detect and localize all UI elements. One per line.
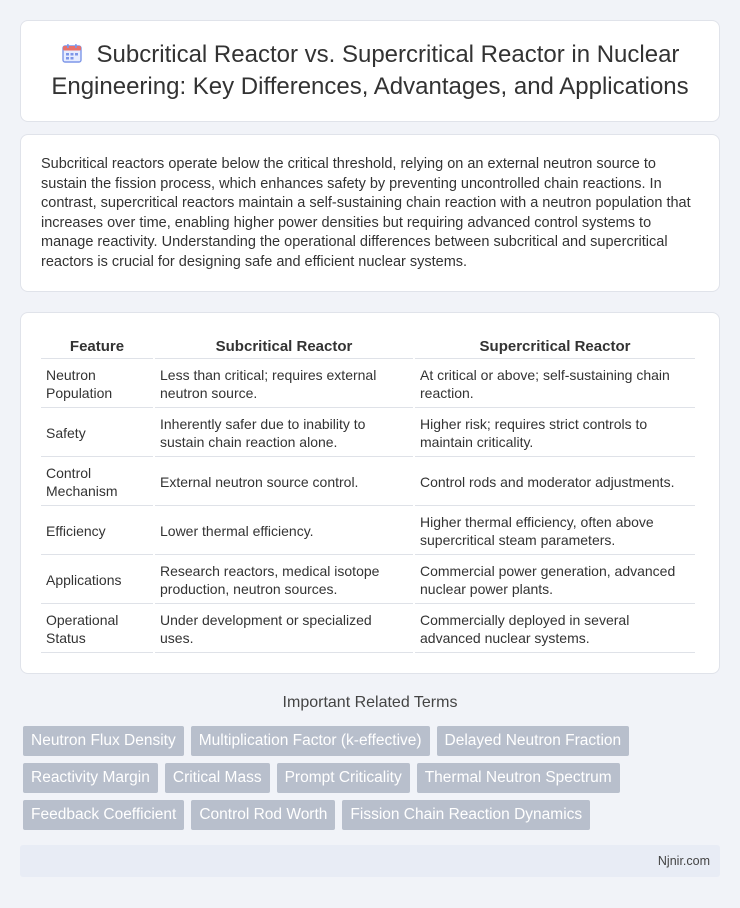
cell-feature: Efficiency bbox=[41, 508, 153, 555]
related-term-tag[interactable]: Feedback Coefficient bbox=[23, 800, 184, 830]
related-term-tag[interactable]: Reactivity Margin bbox=[23, 763, 158, 793]
related-terms-heading: Important Related Terms bbox=[282, 694, 458, 711]
related-term-tag[interactable]: Multiplication Factor (k-effective) bbox=[191, 726, 430, 756]
cell-feature: Neutron Population bbox=[41, 361, 153, 408]
related-term-tag[interactable]: Critical Mass bbox=[165, 763, 270, 793]
intro-card bbox=[20, 134, 720, 292]
table-row bbox=[41, 459, 695, 506]
footer-site-link[interactable]: Njnir.com bbox=[657, 854, 710, 868]
page-title-text: Subcritical Reactor vs. Supercritical Reactor in Nuclear Engineering: Key Differences, Advantages, and Applications bbox=[51, 41, 689, 100]
cell-supercritical: Higher risk; requires strict controls to maintain criticality. bbox=[415, 410, 695, 457]
table-row bbox=[41, 410, 695, 457]
intro-paragraph: Subcritical reactors operate below the critical threshold, relying on an external neutron source to sustain the fission process, which enhances safety by preventing uncontrolled chain reactions. In contrast, supercritical reactors maintain a self-sustaining chain reaction with a neutron population that increases over time, enabling higher power densities but requiring advanced control systems to manage reactivity. Understanding the operational differences between subcritical and supercritical reactors is crucial for designing safe and efficient nuclear systems. bbox=[41, 156, 691, 270]
cell-supercritical: Higher thermal efficiency, often above supercritical steam parameters. bbox=[415, 508, 695, 555]
related-term-tag[interactable]: Prompt Criticality bbox=[277, 763, 410, 793]
header-supercritical: Supercritical Reactor bbox=[415, 335, 695, 359]
related-term-tag[interactable]: Neutron Flux Density bbox=[23, 726, 184, 756]
cell-supercritical: Commercial power generation, advanced nuclear power plants. bbox=[415, 557, 695, 604]
table-row bbox=[41, 508, 695, 555]
table-row bbox=[41, 361, 695, 408]
related-term-tag[interactable]: Delayed Neutron Fraction bbox=[437, 726, 630, 756]
table-row bbox=[41, 606, 695, 653]
calendar-icon bbox=[61, 42, 83, 64]
cell-subcritical: External neutron source control. bbox=[155, 459, 413, 506]
header-subcritical: Subcritical Reactor bbox=[155, 335, 413, 359]
cell-subcritical: Inherently safer due to inability to sustain chain reaction alone. bbox=[155, 410, 413, 457]
related-term-tag[interactable]: Thermal Neutron Spectrum bbox=[417, 763, 620, 793]
cell-feature: Control Mechanism bbox=[41, 459, 153, 506]
header-feature: Feature bbox=[41, 335, 153, 359]
cell-feature: Safety bbox=[41, 410, 153, 457]
cell-subcritical: Research reactors, medical isotope production, neutron sources. bbox=[155, 557, 413, 604]
title-card bbox=[20, 20, 720, 122]
cell-subcritical: Less than critical; requires external neutron source. bbox=[155, 361, 413, 408]
cell-subcritical: Under development or specialized uses. bbox=[155, 606, 413, 653]
comparison-table-card bbox=[20, 312, 720, 674]
cell-supercritical: Control rods and moderator adjustments. bbox=[415, 459, 695, 506]
cell-subcritical: Lower thermal efficiency. bbox=[155, 508, 413, 555]
cell-feature: Applications bbox=[41, 557, 153, 604]
related-terms-list bbox=[23, 726, 723, 830]
table-row bbox=[41, 557, 695, 604]
cell-supercritical: At critical or above; self-sustaining chain reaction. bbox=[415, 361, 695, 408]
cell-supercritical: Commercially deployed in several advanced nuclear systems. bbox=[415, 606, 695, 653]
page-title bbox=[21, 39, 719, 103]
comparison-table bbox=[39, 333, 697, 655]
footer bbox=[20, 845, 720, 877]
cell-feature: Operational Status bbox=[41, 606, 153, 653]
related-term-tag[interactable]: Control Rod Worth bbox=[191, 800, 335, 830]
related-term-tag[interactable]: Fission Chain Reaction Dynamics bbox=[342, 800, 590, 830]
table-header-row bbox=[41, 335, 695, 359]
